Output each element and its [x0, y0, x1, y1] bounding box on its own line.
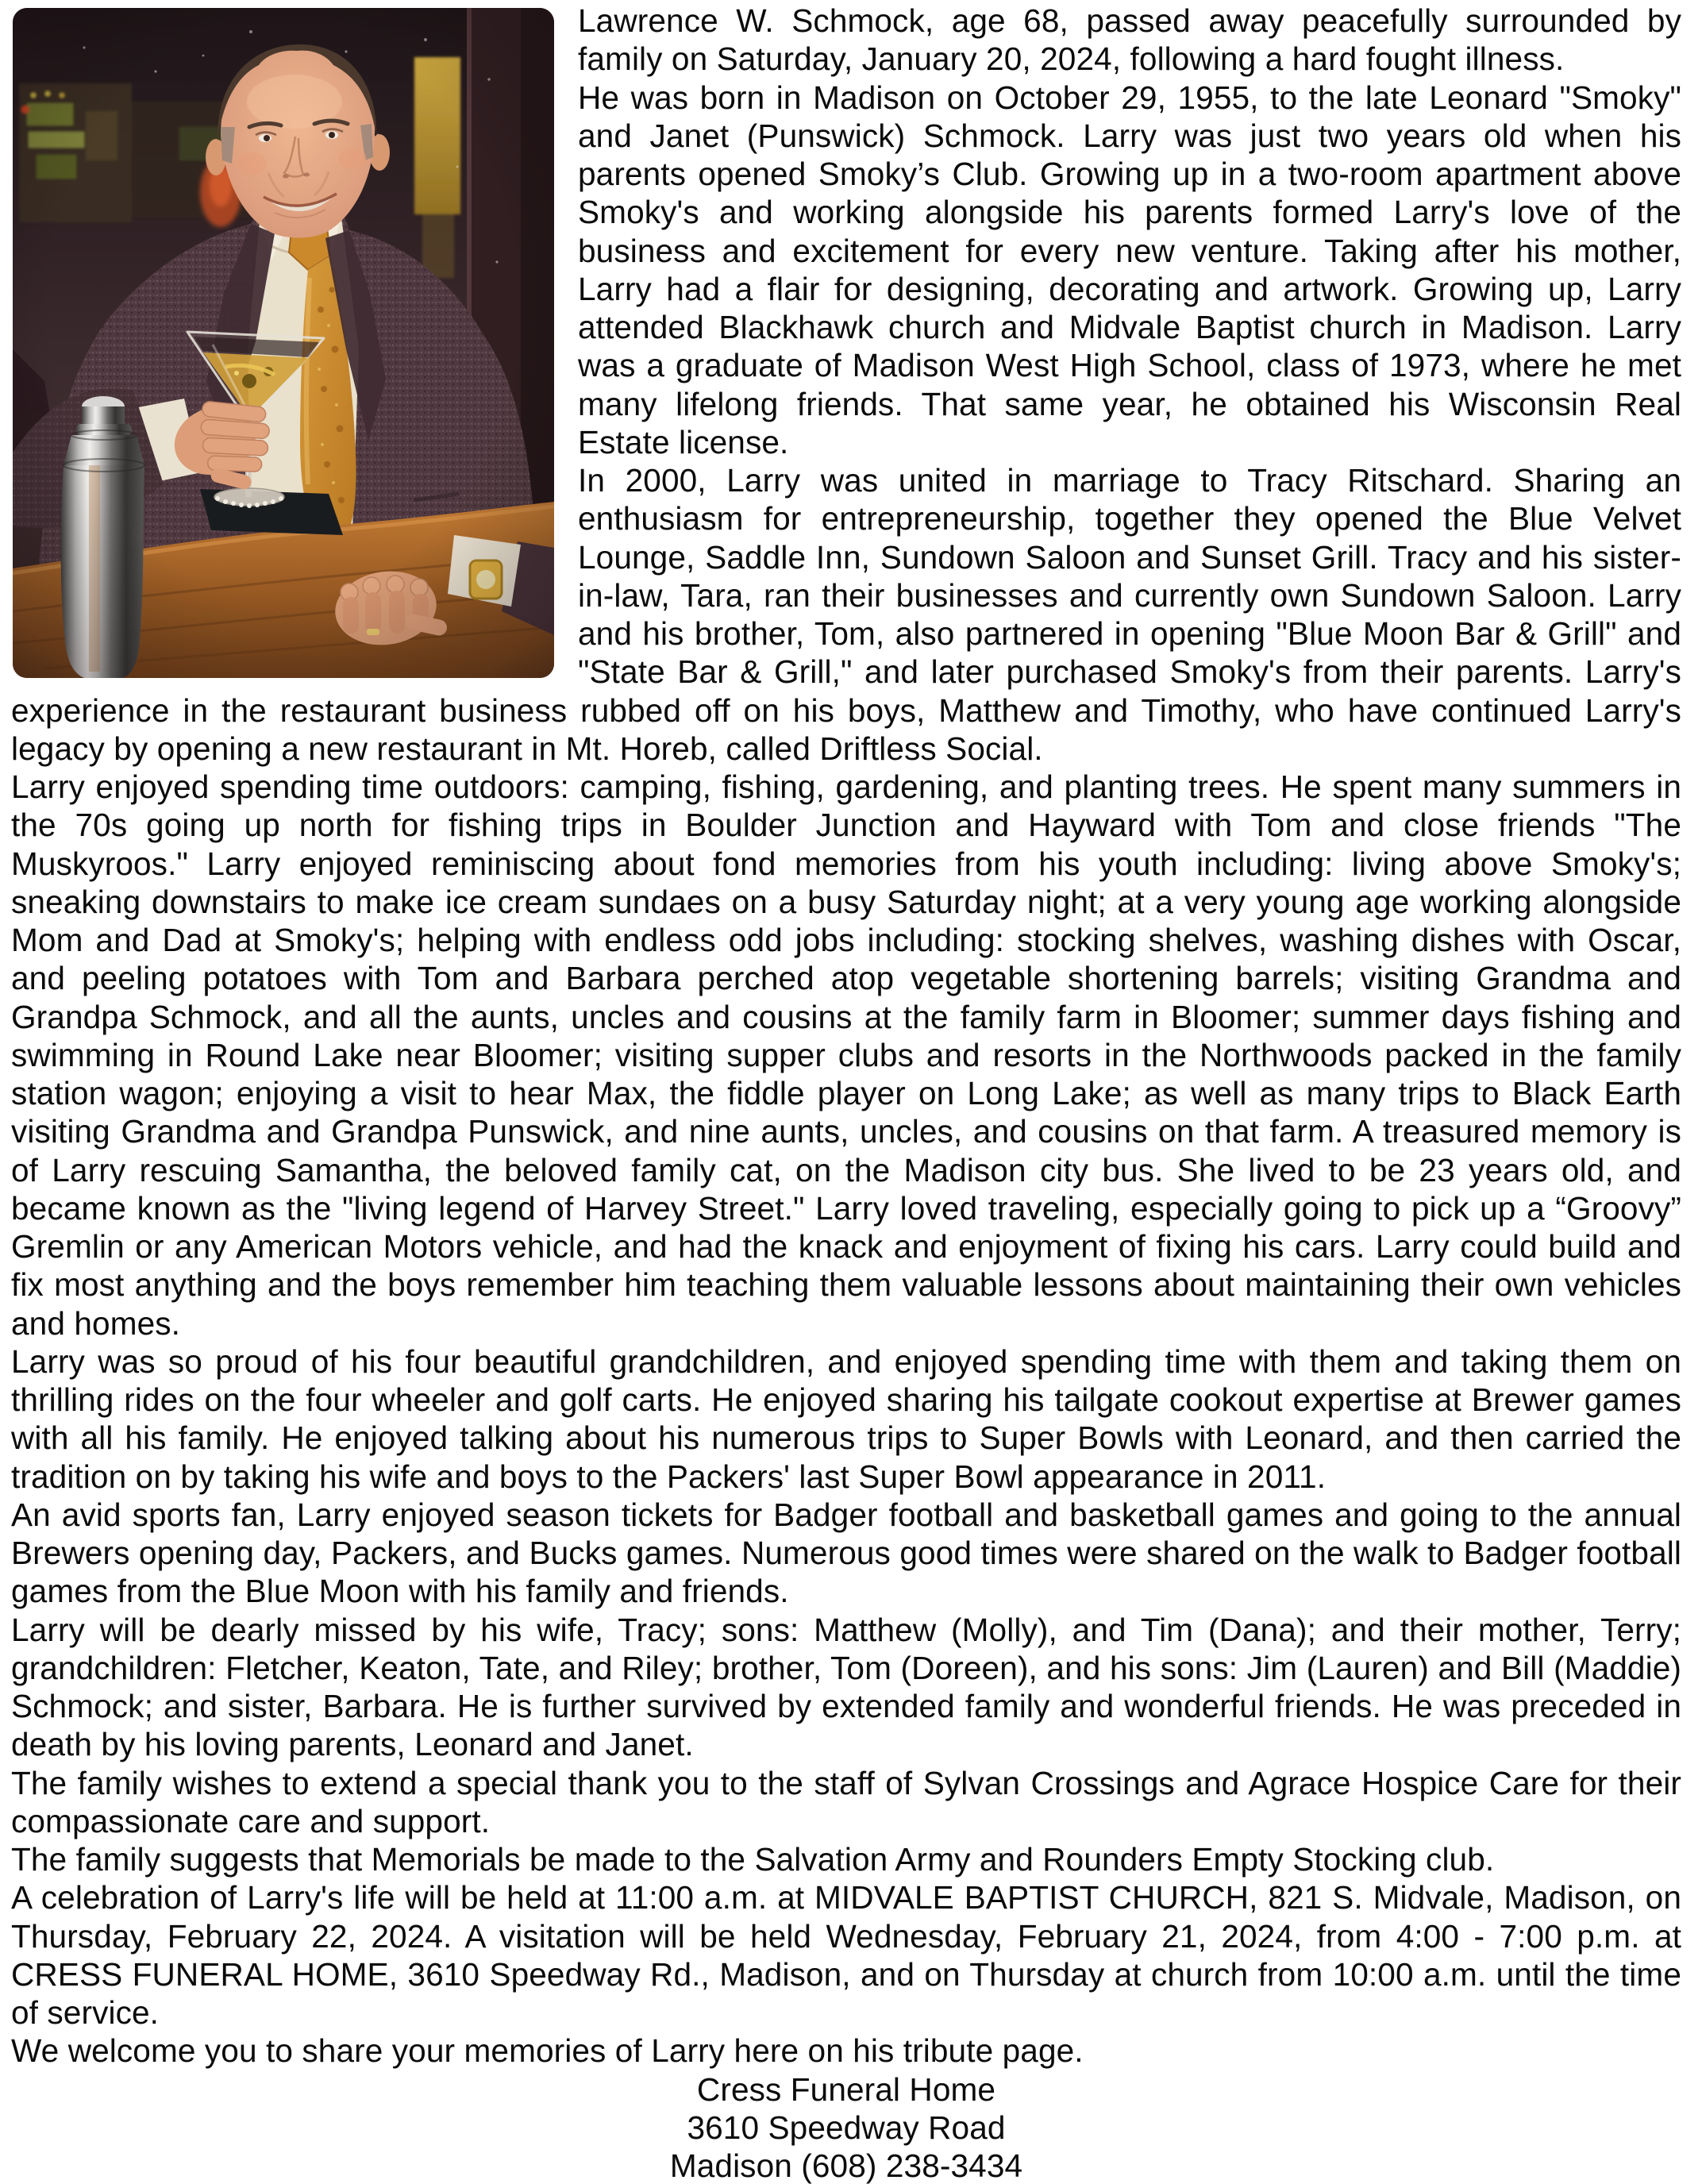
- funeral-home-address: 3610 Speedway Road: [687, 2109, 1006, 2146]
- obituary-paragraph-3: In 2000, Larry was united in marriage to Tracy Ritschard. Sharing an enthusiasm for entrepreneurship, together they opened the Blue Velvet Lounge, Saddle Inn, Sundown Saloon and Sunset Grill. Tracy and his sister-in-law, Tara, ran their businesses and currently own Sundown Saloon. Larry and his brother, Tom, also partnered in opening "Blue Moon Bar & Grill" and "State Bar & Grill," and later purchased Smoky's from their parents. Larry's experience in the restaurant business rubbed off on his boys, Matthew and Timothy, who have continued Larry's legacy by opening a new restaurant in Mt. Horeb, called Driftless Social.: [11, 462, 1681, 767]
- obituary-paragraph-1: Lawrence W. Schmock, age 68, passed away peacefully surrounded by family on Saturday, January 20, 2024, following a hard fought illness.: [578, 2, 1681, 78]
- funeral-home-name: Cress Funeral Home: [696, 2070, 996, 2108]
- funeral-home-info: [11, 2070, 1681, 2184]
- obituary-paragraph-8: The family wishes to extend a special thank you to the staff of Sylvan Crossings and Agrace Hospice Care for their compassionate care and support.: [11, 1764, 1681, 1839]
- obituary-paragraph-4: Larry enjoyed spending time outdoors: camping, fishing, gardening, and planting trees. He spent many summers in the 70s going up north for fishing trips in Boulder Junction and Hayward with Tom and close friends "The Muskyroos." Larry enjoyed reminiscing about fond memories from his youth including: living above Smoky's; sneaking downstairs to make ice cream sundaes on a busy Saturday night; at a very young age working alongside Mom and Dad at Smoky's; helping with endless odd jobs including: stocking shelves, washing dishes with Oscar, and peeling potatoes with Tom and Barbara perched atop vegetable shortening barrels; visiting Grandma and Grandpa Schmock, and all the aunts, uncles and cousins at the family farm in Bloomer; summer days fishing and swimming in Round Lake near Bloomer; visiting supper clubs and resorts in the Northwoods packed in the family station wagon; enjoying a visit to hear Max, the fiddle player on Long Lake; as well as many trips to Black Earth visiting Grandma and Grandpa Punswick, and nine aunts, uncles, and cousins on that farm. A treasured memory is of Larry rescuing Samantha, the beloved family cat, on the Madison city bus. She lived to be 23 years old, and became known as the "living legend of Harvey Street." Larry loved traveling, especially going to pick up a “Groovy” Gremlin or any American Motors vehicle, and had the knack and enjoyment of fixing his cars. Larry could build and fix most anything and the boys remember him teaching them valuable lessons about maintaining their own vehicles and homes.: [11, 768, 1681, 1342]
- obituary-paragraph-2: He was born in Madison on October 29, 1955, to the late Leonard "Smoky" and Janet (Punswick) Schmock. Larry was just two years old when his parents opened Smoky’s Club. Growing up in a two-room apartment above Smoky's and working alongside his parents formed Larry's love of the business and excitement for every new venture. Taking after his mother, Larry had a flair for designing, decorating and artwork. Growing up, Larry attended Blackhawk church and Midvale Baptist church in Madison. Larry was a graduate of Madison West High School, class of 1973, where he met many lifelong friends. That same year, he obtained his Wisconsin Real Estate license.: [578, 79, 1681, 460]
- portrait-photo: [13, 8, 554, 678]
- obituary-paragraph-5: Larry was so proud of his four beautiful grandchildren, and enjoyed spending time with them and taking them on thrilling rides on the four wheeler and golf carts. He enjoyed sharing his tailgate cookout expertise at Brewer games with all his family. He enjoyed talking about his numerous trips to Super Bowls with Leonard, and then carried the tradition on by taking his wife and boys to the Packers' last Super Bowl appearance in 2011.: [11, 1342, 1681, 1495]
- funeral-home-phone: Madison (608) 238-3434: [669, 2147, 1023, 2184]
- obituary-paragraph-10: A celebration of Larry's life will be held at 11:00 a.m. at MIDVALE BAPTIST CHURCH, 821 S. Midvale, Madison, on Thursday, February 22, 2024. A visitation will be held Wednesday, February 21, 2024, from 4:00 - 7:00 p.m. at CRESS FUNERAL HOME, 3610 Speedway Rd., Madison, and on Thursday at church from 10:00 a.m. until the time of service.: [11, 1879, 1681, 2031]
- obituary-paragraph-9: The family suggests that Memorials be made to the Salvation Army and Rounders Empty Stocking club.: [11, 1841, 1495, 1878]
- obituary-paragraph-6: An avid sports fan, Larry enjoyed season tickets for Badger football and basketball games and going to the annual Brewers opening day, Packers, and Bucks games. Numerous good times were shared on the walk to Badger football games from the Blue Moon with his family and friends.: [11, 1496, 1681, 1610]
- portrait-photo-illustration: [13, 8, 554, 678]
- obituary-paragraph-7: Larry will be dearly missed by his wife, Tracy; sons: Matthew (Molly), and Tim (Dana); and their mother, Terry; grandchildren: Fletcher, Keaton, Tate, and Riley; brother, Tom (Doreen), and his sons: Jim (Lauren) and Bill (Maddie) Schmock; and sister, Barbara. He is further survived by extended family and wonderful friends. He was preceded in death by his loving parents, Leonard and Janet.: [11, 1611, 1681, 1763]
- obituary-paragraph-11: We welcome you to share your memories of Larry here on his tribute page.: [11, 2032, 1084, 2070]
